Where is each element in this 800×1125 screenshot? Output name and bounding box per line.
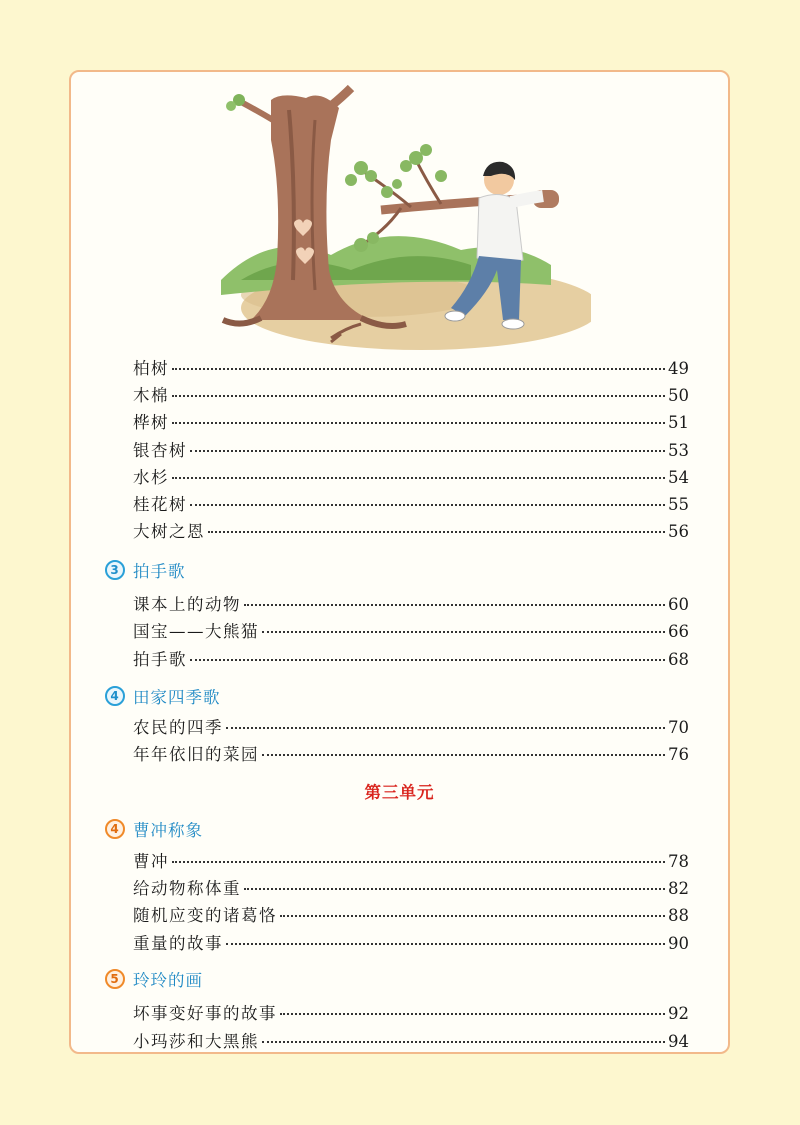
- branch-leaves: [345, 144, 447, 252]
- entry-page: 51: [668, 413, 689, 432]
- boy-carrying-branch-illustration: [211, 80, 591, 365]
- entry-page: 66: [668, 622, 689, 641]
- lesson-title: 玲玲的画: [133, 971, 203, 990]
- entry-title: 课本上的动物: [133, 595, 241, 614]
- entry-title: 小玛莎和大黑熊: [133, 1032, 259, 1051]
- toc-entry[interactable]: [133, 464, 689, 488]
- entry-page: 56: [668, 522, 689, 541]
- page-frame: [69, 70, 730, 1054]
- lesson-title: 田家四季歌: [133, 688, 221, 707]
- toc-entry[interactable]: [133, 591, 689, 615]
- dot-leader: [262, 631, 665, 633]
- entry-page: 60: [668, 595, 689, 614]
- dot-leader: [172, 477, 665, 479]
- unit-title: 第三单元: [364, 783, 435, 802]
- entry-title: 曹冲: [133, 852, 169, 871]
- entry-title: 给动物称体重: [133, 879, 241, 898]
- toc-entry[interactable]: [133, 437, 689, 461]
- toc-entry[interactable]: [133, 875, 689, 899]
- toc-entry[interactable]: [133, 355, 689, 379]
- entry-page: 53: [668, 441, 689, 460]
- entry-title: 银杏树: [133, 441, 187, 460]
- dot-leader: [262, 1041, 665, 1043]
- toc-entry[interactable]: [133, 714, 689, 738]
- lesson-number-badge: 4: [105, 819, 125, 839]
- dot-leader: [280, 1013, 665, 1015]
- entry-title: 随机应变的诸葛恪: [133, 906, 277, 925]
- lesson-heading[interactable]: [105, 684, 221, 708]
- entry-page: 50: [668, 386, 689, 405]
- dot-leader: [190, 504, 665, 506]
- entry-page: 70: [668, 718, 689, 737]
- entry-title: 大树之恩: [133, 522, 205, 541]
- toc-entry[interactable]: [133, 1028, 689, 1052]
- entry-title: 农民的四季: [133, 718, 223, 737]
- toc-entry[interactable]: [133, 930, 689, 954]
- lesson-number-badge: 4: [105, 686, 125, 706]
- dot-leader: [262, 754, 665, 756]
- toc-entry[interactable]: [133, 518, 689, 542]
- dot-leader: [280, 915, 665, 917]
- toc-entry[interactable]: [133, 491, 689, 515]
- entry-title: 坏事变好事的故事: [133, 1004, 277, 1023]
- lesson-heading[interactable]: [105, 817, 203, 841]
- toc-entry[interactable]: [133, 618, 689, 642]
- toc-entry[interactable]: [133, 902, 689, 926]
- dot-leader: [172, 422, 665, 424]
- entry-title: 柏树: [133, 359, 169, 378]
- lesson-heading[interactable]: [105, 558, 186, 582]
- lesson-heading[interactable]: [105, 967, 203, 991]
- entry-title: 拍手歌: [133, 650, 187, 669]
- dot-leader: [244, 604, 665, 606]
- toc-entry[interactable]: [133, 741, 689, 765]
- toc-entry[interactable]: [133, 409, 689, 433]
- entry-page: 76: [668, 745, 689, 764]
- dot-leader: [190, 659, 665, 661]
- lesson-number-badge: 5: [105, 969, 125, 989]
- entry-title: 木棉: [133, 386, 169, 405]
- entry-title: 水杉: [133, 468, 169, 487]
- toc-entry[interactable]: [133, 848, 689, 872]
- entry-title: 年年依旧的菜园: [133, 745, 259, 764]
- dot-leader: [172, 368, 665, 370]
- dot-leader: [244, 888, 665, 890]
- entry-page: 90: [668, 934, 689, 953]
- toc-entry[interactable]: [133, 646, 689, 670]
- dot-leader: [226, 727, 665, 729]
- entry-page: 82: [668, 879, 689, 898]
- toc-entry[interactable]: [133, 382, 689, 406]
- entry-title: 重量的故事: [133, 934, 223, 953]
- entry-page: 49: [668, 359, 689, 378]
- entry-title: 国宝——大熊猫: [133, 622, 259, 641]
- lesson-title: 拍手歌: [133, 562, 186, 581]
- lesson-title: 曹冲称象: [133, 821, 203, 840]
- entry-page: 55: [668, 495, 689, 514]
- dot-leader: [226, 943, 665, 945]
- entry-page: 68: [668, 650, 689, 669]
- entry-page: 54: [668, 468, 689, 487]
- lesson-number-badge: 3: [105, 560, 125, 580]
- dot-leader: [172, 861, 665, 863]
- entry-title: 桦树: [133, 413, 169, 432]
- entry-title: 桂花树: [133, 495, 187, 514]
- dot-leader: [172, 395, 665, 397]
- dot-leader: [208, 531, 665, 533]
- toc-entry[interactable]: [133, 1000, 689, 1024]
- entry-page: 78: [668, 852, 689, 871]
- entry-page: 94: [668, 1032, 689, 1051]
- entry-page: 92: [668, 1004, 689, 1023]
- dot-leader: [190, 450, 665, 452]
- entry-page: 88: [668, 906, 689, 925]
